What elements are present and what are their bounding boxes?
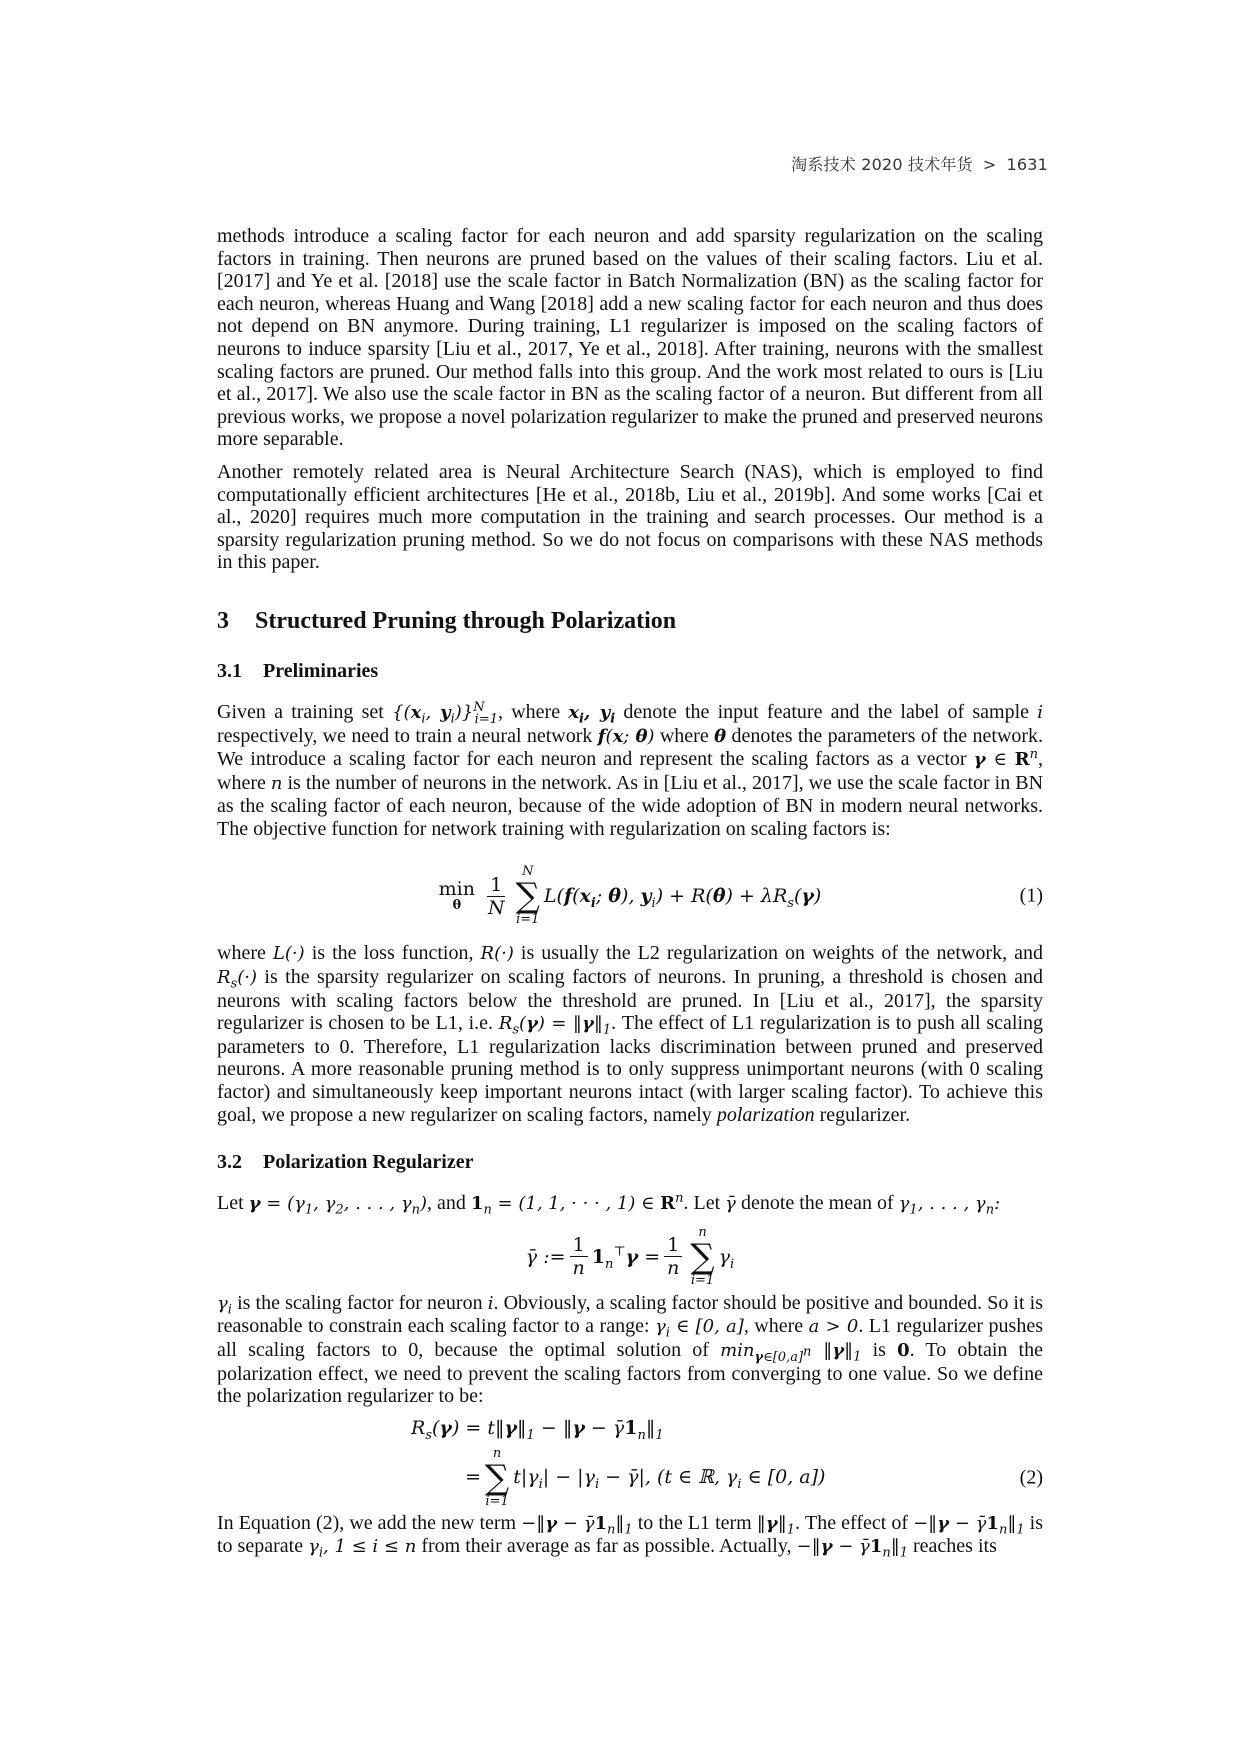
math-gamma-bar: γ̄ [725,1193,736,1215]
math-gamma-in-rn: γ ∈ $R^n$ [973,747,1038,771]
equation-1: min θ $\frac{1}{N}$ N ∑ i=1 $L(f(x_i$; θ), $y_i) + R(\theta) + \lambda R_s(\gamma)$ (1) [438,864,1043,928]
math-theta: θ [714,725,727,747]
body-text [217,225,1043,1559]
subsection-title: Polarization Regularizer [263,1151,474,1174]
page-number: 1631 [1006,155,1048,174]
paragraph-training-set: Given a training set {($x_i$, $y_i)\}^N_{i=1}$, where $x_i$, $y_i$ denote the input feature and the label of sample i respectively, we need to train a neural network f(x; θ) where θ denotes the parameters of the network. We introduce a scaling factor for each neuron and represent the scaling factors as a vector γ ∈ $R^n$, where n is the number of neurons in the network. As in [Liu et al., 2017], we use the scale factor in BN as the scaling factor of each neuron, because of the wide adoption of BN in modern neural networks. The objective function for network training with regularization on scaling factors is: [217,699,1044,840]
section-heading [217,607,1043,635]
equation-number-2: (2) [1019,1466,1043,1489]
math-n: n [270,772,283,794]
equation-number-1: (1) [1019,885,1043,908]
subsection-number: 3.1 [217,659,242,682]
paragraph-gamma-i: $\gamma_i$ is the scaling factor for neuron i. Obviously, a scaling factor should be positive and bounded. So it is reasonable to constrain each scaling factor to a range: $\gamma_i$ ∈ [0, a], where a > 0. L1 regularizer pushes all scaling factors to 0, because the optimal solution of $\min_{\gamma\in[0,a]^n}$ $‖\gamma‖_1$ is 0. To obtain the polarization effect, we need to prevent the scaling factors from converging to one value. So we define the polarization regularizer to be: [217,1291,1044,1408]
running-header [791,152,1048,175]
subsection-number: 3.2 [217,1151,242,1174]
math-reg: R(·) [480,943,514,965]
math-gamma-vector: $\gamma = (\gamma_1$, $\gamma_2$, . . . , $\gamma_n$) [248,1193,428,1218]
math-objective: $L(f(x_i$; θ), $y_i) + R(\theta) + \lambda R_s(\gamma)$ [543,885,822,911]
section-title: Structured Pruning through Polarization [255,607,677,634]
math-loss: L(·) [272,943,305,965]
math-range: $\gamma_i$ ∈ [0, a] [655,1316,744,1341]
math-gamma-i: $\gamma_i$ [217,1292,232,1318]
equation-mean: γ̄ := $\frac{1}{n}$ $1_n^⊤\gamma$ = $\frac{1}{n}$ n ∑ i=1 $\gamma_i$ [525,1224,735,1288]
math-rs: $R_s(\cdot)$ [217,967,258,992]
math-training-set: {($x_i$, $y_i)\}^N_{i=1}$ [392,699,498,727]
section-number: 3 [217,607,229,634]
math-gamma-list: $\gamma_1$, . . . , $\gamma_n$: [898,1193,1001,1218]
paragraph-let: Let $\gamma = (\gamma_1$, $\gamma_2$, . . . , $\gamma_n$), and $1_n = (1$, 1, · · · , 1) ∈ $R^n$. Let γ̄ denote the mean of $\gamma_1$, . . . , $\gamma_n$: [217,1191,1001,1218]
header-separator: > [982,155,997,174]
equation-2: $R_s(\gamma)$ = $t‖\gamma‖_1$ − ‖γ − $\gammā1_n‖_1$ = n ∑ i=1 $t|\gamma_i| - |\gamma_i$ − γ̄|, (t ∈ ℝ, $\gamma_i$ ∈ [0, a]) (2) [411,1417,1043,1509]
paragraph-equation-2: In Equation (2), we add the new term −‖γ − $\gammā1_n‖_1$ to the L1 term $‖\gamma‖_1$. The effect of −‖γ − $\gammā1_n‖_1$ is to separate $\gamma_i$, 1 ≤ i ≤ n from their average as far as possible. Actually, −‖γ − $\gammā1_n‖_1$ reaches its [217,1511,1043,1561]
subsection-title: Preliminaries [263,659,379,682]
math-min-l1: $\min_{\gamma\in[0,a]^n}$ $‖\gamma‖_1$ [720,1340,862,1365]
paragraph-nas: Another remotely related area is Neural Architecture Search (NAS), which is employed to find computationally efficient architectures [He et al., 2018b, Liu et al., 2019b]. And some works [Cai et al., 2020] requires much more computation in the training and search processes. Our method is a sparsity regularization pruning method. So we do not focus on comparisons with these NAS methods in this paper. [217,460,1043,574]
math-min-theta: min θ [438,878,475,914]
publication-title: 淘系技术 2020 技术年货 [791,155,973,174]
math-i: i [1037,701,1044,723]
math-xi-yi: $x_i$, $y_i$ [568,701,616,727]
math-sum-operator: N ∑ i=1 [515,864,540,928]
subsection-heading-preliminaries [217,659,1043,683]
paragraph-where: where L(·) is the loss function, R(·) is usually the L2 regularization on weights of the network, and $R_s(\cdot)$ is the sparsity regularizer on scaling factors of neurons. In pruning, a threshold is chosen and neurons with scaling factors below the threshold are pruned. In [Liu et al., 2017], the sparsity regularizer is chosen to be L1, i.e. $R_s(\gamma)$ = $‖\gamma‖_1$. The effect of L1 regularization is to push all scaling parameters to 0. Therefore, L1 regularization lacks discrimination between pruned and preserved neurons. A more reasonable pruning method is to only suppress unimportant neurons (with 0 scaling factor) and simultaneously keep important neurons intact (with larger scaling factor). To achieve this goal, we propose a new regularizer on scaling factors, namely polarization regularizer. [217,942,1044,1126]
subsection-heading-polarization [217,1150,1043,1174]
math-l1-norm: $R_s(\gamma)$ = $‖\gamma‖_1$ [498,1013,612,1038]
math-network-f: f(x; θ) [597,725,655,747]
math-ones-vector: $1_n = (1$, 1, · · · , 1) ∈ $R^n$ [470,1191,684,1218]
paragraph-related-work: methods introduce a scaling factor for each neuron and add sparsity regularization on the scaling factors in training. Then neurons are pruned based on the values of their scaling factors. Liu et al. [2017] and Ye et al. [2018] use the scale factor in Batch Normalization (BN) as the scaling factor for each neuron, whereas Huang and Wang [2018] add a new scaling factor for each neuron and thus does not depend on BN anymore. During training, L1 regularizer is imposed on the scaling factors of neurons to induce sparsity [Liu et al., 2017, Ye et al., 2018]. After training, neurons with the smallest scaling factors are pruned. Our method falls into this group. And the work most related to ours is [Liu et al., 2017]. We also use the scale factor in BN as the scaling factor of a neuron. But different from all previous works, we propose a novel polarization regularizer to make the pruned and preserved neurons more separable. [217,225,1043,451]
